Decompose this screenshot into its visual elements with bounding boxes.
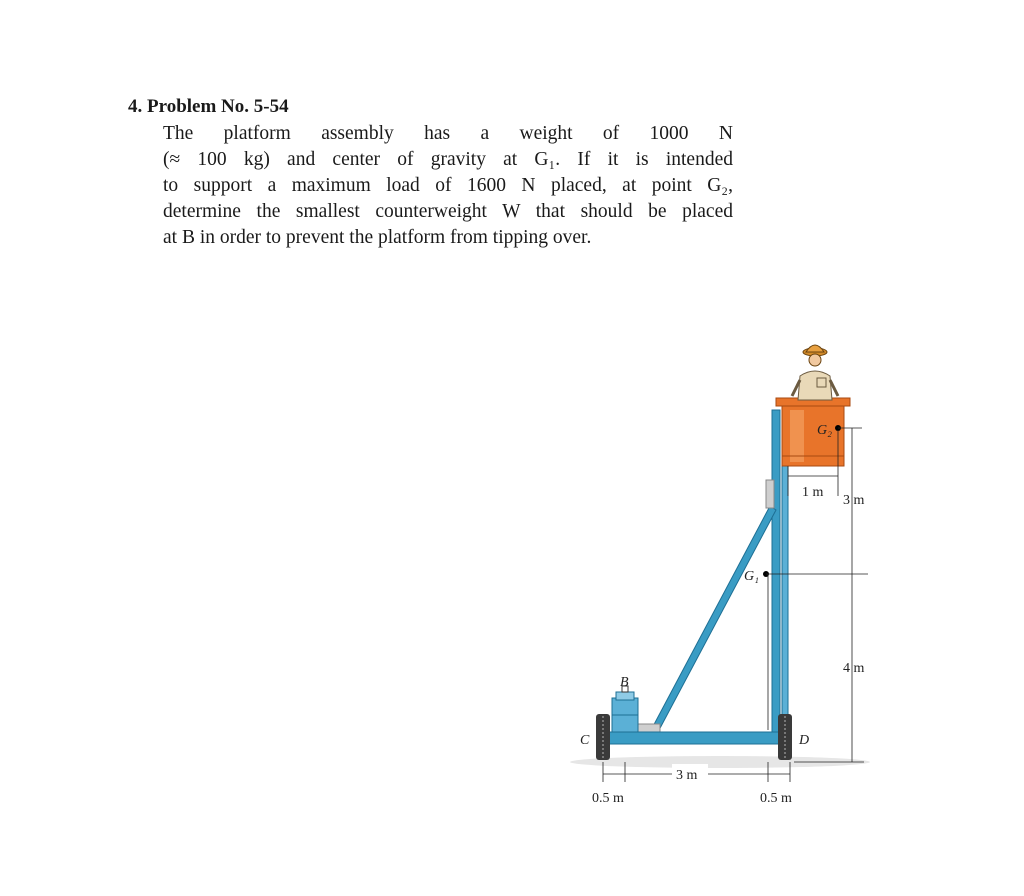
worker-figure — [792, 345, 838, 400]
problem-title: Problem No. 5-54 — [147, 96, 289, 117]
diagonal-brace — [650, 506, 776, 732]
dim-3m-right-label: 3 m — [843, 493, 865, 508]
g2-label: G₂ — [817, 423, 832, 438]
mast-left — [772, 410, 780, 740]
label-c: C — [580, 733, 590, 748]
dim-05m-left-label: 0.5 m — [592, 791, 624, 806]
statement-line-1: The platform assembly has a weight of 1000 N — [163, 123, 733, 144]
dim-3m-bottom-label: 3 m — [676, 768, 698, 783]
platform-highlight — [790, 410, 804, 462]
dim-05m-right-label: 0.5 m — [760, 791, 792, 806]
brace-bracket-top — [766, 480, 774, 508]
statement-line-2: (≈ 100 kg) and center of gravity at G₁. If it is intended — [163, 149, 733, 170]
base-beam — [606, 732, 788, 744]
statement-line-5: at B in order to prevent the platform from tipping over. — [163, 227, 592, 248]
statement-line-3: to support a maximum load of 1600 N placed, at point G₂, — [163, 175, 733, 196]
label-d: D — [799, 733, 810, 748]
dim-1m-label: 1 m — [802, 485, 824, 500]
g1-label: G₁ — [744, 569, 759, 584]
label-b: B — [620, 675, 629, 690]
counterweight-top — [616, 692, 634, 700]
problem-number-index: 4. — [128, 96, 143, 117]
statement-line-4: determine the smallest counterweight W that should be placed — [163, 201, 733, 222]
dim-4m-label: 4 m — [843, 661, 865, 676]
